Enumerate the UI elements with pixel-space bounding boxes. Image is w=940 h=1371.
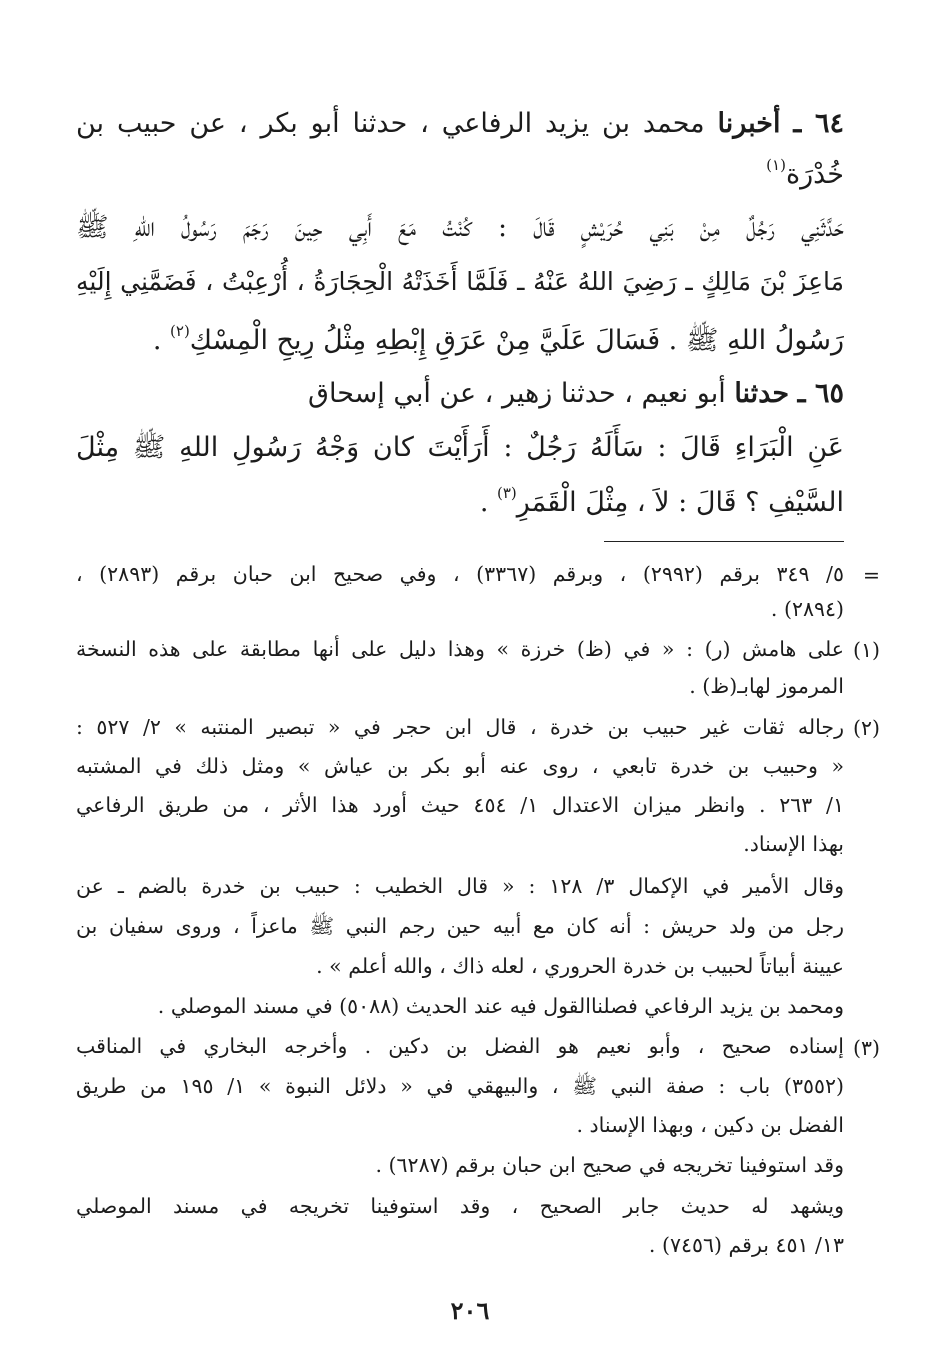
footnote-3-line-2: (٣٥٥٢) باب : صفة النبي ﷺ ، والبيهقي في « دلائل النبوة » ١/ ١٩٥ من طريق bbox=[76, 1074, 844, 1098]
hadith-65-matn-line-2 bbox=[76, 484, 844, 519]
footnote-continuation-line-1: ٥/ ٣٤٩ برقم (٢٩٩٢) ، وبرقم (٣٣٦٧) ، وفي صحيح ابن حبان برقم (٢٨٩٣) ، bbox=[76, 562, 844, 586]
hadith-64-matn-line-1: حَدَّثَنِي رَجُلٌ مِنْ بَنِي حُرَيْشٍ قَالَ : كُنْتُ مَعَ أَبِي حِينَ رَجَمَ رَسُولُ اللهِ ﷺ bbox=[76, 212, 844, 243]
matn-text: السَّيْفِ ؟ قَالَ : لاَ ، مِثْلَ الْقَمَرِ bbox=[516, 487, 844, 518]
hadith-65-matn-line-1: عَنِ الْبَرَاءِ قَالَ : سَأَلَهُ رَجُلٌ : أَرَأَيْتَ كان وَجْهُ رَسُولِ اللهِ ﷺ مِثْلَ bbox=[76, 432, 844, 463]
footnote-2-line-1: رجاله ثقات غير حبيب بن خدرة ، قال ابن حجر في « تبصير المنتبه » ٢/ ٥٢٧ : bbox=[76, 715, 844, 739]
hadith-65-isnad-text: أبو نعيم ، حدثنا زهير ، عن أبي إسحاق bbox=[308, 378, 726, 409]
footnote-continuation-line-2: (٢٨٩٤) . bbox=[770, 597, 844, 621]
hadith-64-isnad-line-1 bbox=[76, 108, 844, 140]
footnote-3-marker: (٣) bbox=[852, 1036, 880, 1060]
matn-text: رَسُولُ اللهِ ﷺ . فَسَالَ عَلَيَّ مِنْ عَرَقِ إِبْطِهِ مِثْلُ رِيحِ الْمِسْكِ bbox=[189, 325, 844, 356]
matn-end: . bbox=[152, 325, 171, 356]
footnote-2-line-5: وقال الأمير في الإكمال ٣/ ١٢٨ : « قال الخطيب : حبيب بن خدرة بالضم ـ عن bbox=[76, 874, 844, 898]
page-number: ٢٠٦ bbox=[450, 1296, 490, 1325]
footnote-3-line-3: الفضل بن دكين ، وبهذا الإسناد . bbox=[576, 1113, 844, 1137]
narrator-name: خُدْرَة bbox=[785, 159, 844, 190]
footnote-1-marker: (١) bbox=[852, 638, 880, 662]
footnote-ref-1: (١) bbox=[766, 156, 786, 174]
footnote-2-line-8: ومحمد بن يزيد الرفاعي فصلناالقول فيه عند الحديث (٥٠٨٨) في مسند الموصلي . bbox=[157, 994, 844, 1018]
hadith-64-isnad-text: محمد بن يزيد الرفاعي ، حدثنا أبو بكر ، عن حبيب بن bbox=[76, 108, 705, 139]
footnote-2-line-7: عيينة أبياتاً لحبيب بن خدرة الحروري ، لعله ذاك ، والله أعلم » . bbox=[316, 954, 844, 978]
hadith-65-isnad-line bbox=[76, 378, 844, 410]
hadith-65-lead-word: حدثنا bbox=[734, 378, 790, 409]
hadith-64-matn-line-3 bbox=[76, 322, 844, 357]
footnote-3-line-6: ١٣/ ٤٥١ برقم (٧٤٥٦) . bbox=[648, 1233, 844, 1257]
footnote-separator bbox=[604, 541, 844, 542]
footnote-2-line-4: بهذا الإسناد. bbox=[743, 832, 844, 856]
footnote-ref-2: (٢) bbox=[170, 322, 190, 340]
footnote-2-line-3: ١/ ٢٦٣ . وانظر ميزان الاعتدال ١/ ٤٥٤ حيث أورد هذا الأثر ، من طريق الرفاعي bbox=[76, 793, 844, 817]
hadith-64-lead-word: أخبرنا bbox=[717, 108, 781, 139]
footnote-3-line-1: إسناده صحيح ، وأبو نعيم هو الفضل بن دكين . وأخرجه البخاري في المناقب bbox=[76, 1034, 844, 1058]
matn-end: . bbox=[479, 487, 497, 518]
footnote-1-line-2: المرموز لهابـ(ظ) . bbox=[689, 674, 844, 698]
footnote-2-line-6: رجل من ولد حريش : أنه كان مع أبيه حين رجم النبي ﷺ ماعزاً ، وروى سفيان بن bbox=[76, 914, 844, 938]
hadith-65-number: ٦٥ ـ bbox=[797, 378, 844, 409]
footnote-2-marker: (٢) bbox=[852, 716, 880, 740]
hadith-64-number: ٦٤ ـ bbox=[793, 108, 844, 139]
continuation-mark: = bbox=[862, 563, 880, 587]
hadith-64-matn-line-2: مَاعِزَ بْنَ مَالِكٍ ـ رَضِيَ اللهُ عَنْهُ ـ فَلَمَّا أَخَذَتْهُ الْحِجَارَةُ ، أُرْعِبْتُ ، فَضَمَّنِي إِلَيْهِ bbox=[76, 267, 844, 296]
footnote-3-line-4: وقد استوفينا تخريجه في صحيح ابن حبان برقم (٦٢٨٧) . bbox=[375, 1153, 844, 1177]
footnote-3-line-5: ويشهد له حديث جابر الصحيح ، وقد استوفينا تخريجه في مسند الموصلي bbox=[76, 1194, 844, 1218]
hadith-64-isnad-line-2 bbox=[76, 156, 844, 191]
footnote-ref-3: (٣) bbox=[496, 484, 517, 502]
footnote-2-line-2: « وحبيب بن خدرة تابعي ، روى عنه أبو بكر بن عياش » ومثل ذلك في المشتبه bbox=[76, 754, 844, 778]
footnote-1-line-1: على هامش (ر) : « في (ظ) خرزة » وهذا دليل على أنها مطابقة على هذه النسخة bbox=[76, 637, 844, 661]
